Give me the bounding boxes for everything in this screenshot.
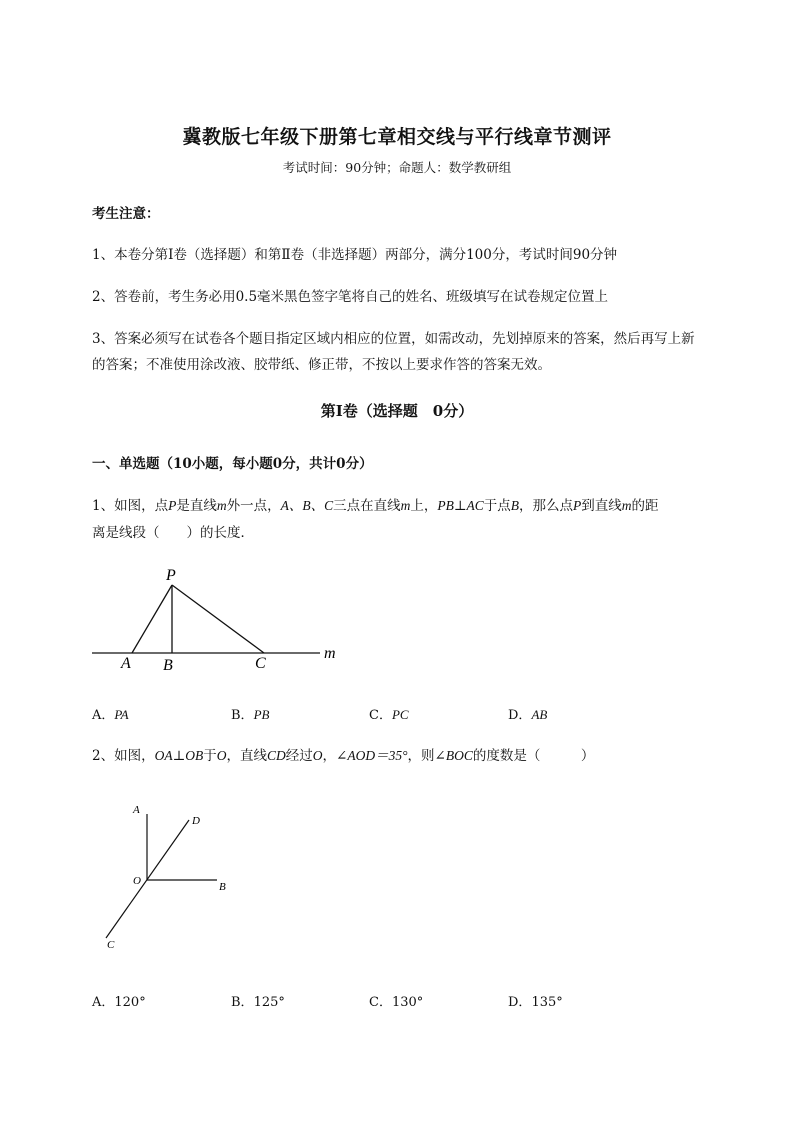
document-title: 冀教版七年级下册第七章相交线与平行线章节测评 [182,126,612,148]
section-title: 第I卷（选择题 0分） [320,402,474,420]
question-1-option-a[interactable]: A．PA [92,707,129,723]
segment-pa [132,585,172,653]
question-2-option-a[interactable]: A．120° [92,995,146,1010]
notice-item-3-continued: 的答案；不准使用涂改液、胶带纸、修正带，不按以上要求作答的答案无效。 [92,357,551,373]
label-m: m [324,645,336,662]
question-1-figure [88,560,358,675]
label-a: A [121,655,131,672]
label-b: B [163,657,173,674]
question-2-option-c[interactable]: C．130° [369,995,424,1010]
question-2-option-d[interactable]: D．135° [508,995,563,1010]
notice-heading: 考生注意： [92,206,160,222]
label-c: C [255,655,266,672]
question-2-text: 2、如图，OA⊥OB于O，直线CD经过O，∠AOD＝35°，则∠BOC的度数是（ ） [92,748,595,764]
notice-item-3: 3、答案必须写在试卷各个题目指定区域内相应的位置，如需改动，先划掉原来的答案，然后再写上新 [92,331,695,347]
label-o: O [133,875,141,887]
question-2-figure [96,798,241,958]
label-c: C [107,939,115,951]
label-b: B [219,881,226,893]
notice-item-1: 1、本卷分第I卷（选择题）和第Ⅱ卷（非选择题）两部分，满分100分，考试时间90分钟 [92,247,618,263]
exam-info: 考试时间：90分钟；命题人：数学教研组 [282,160,512,175]
label-a: A [133,804,140,816]
question-1-option-c[interactable]: C．PC [369,707,409,723]
question-1-text-continued: 离是线段（ ）的长度． [92,525,254,541]
question-2-option-b[interactable]: B．125° [231,995,285,1010]
segment-pc [172,585,264,653]
question-1-text: 1、如图，点P是直线m外一点，A、B、C三点在直线m上，PB⊥AC于点B，那么点P到直线m的距 [92,498,659,514]
label-d: D [192,815,200,827]
question-1-option-b[interactable]: B．PB [231,707,270,723]
label-p: P [166,567,176,584]
question-1-option-d[interactable]: D．AB [508,707,548,723]
notice-item-2: 2、答卷前，考生务必用0.5毫米黑色签字笔将自己的姓名、班级填写在试卷规定位置上 [92,289,609,305]
part-heading: 一、单选题（10小题，每小题0分，共计0分） [92,456,373,472]
